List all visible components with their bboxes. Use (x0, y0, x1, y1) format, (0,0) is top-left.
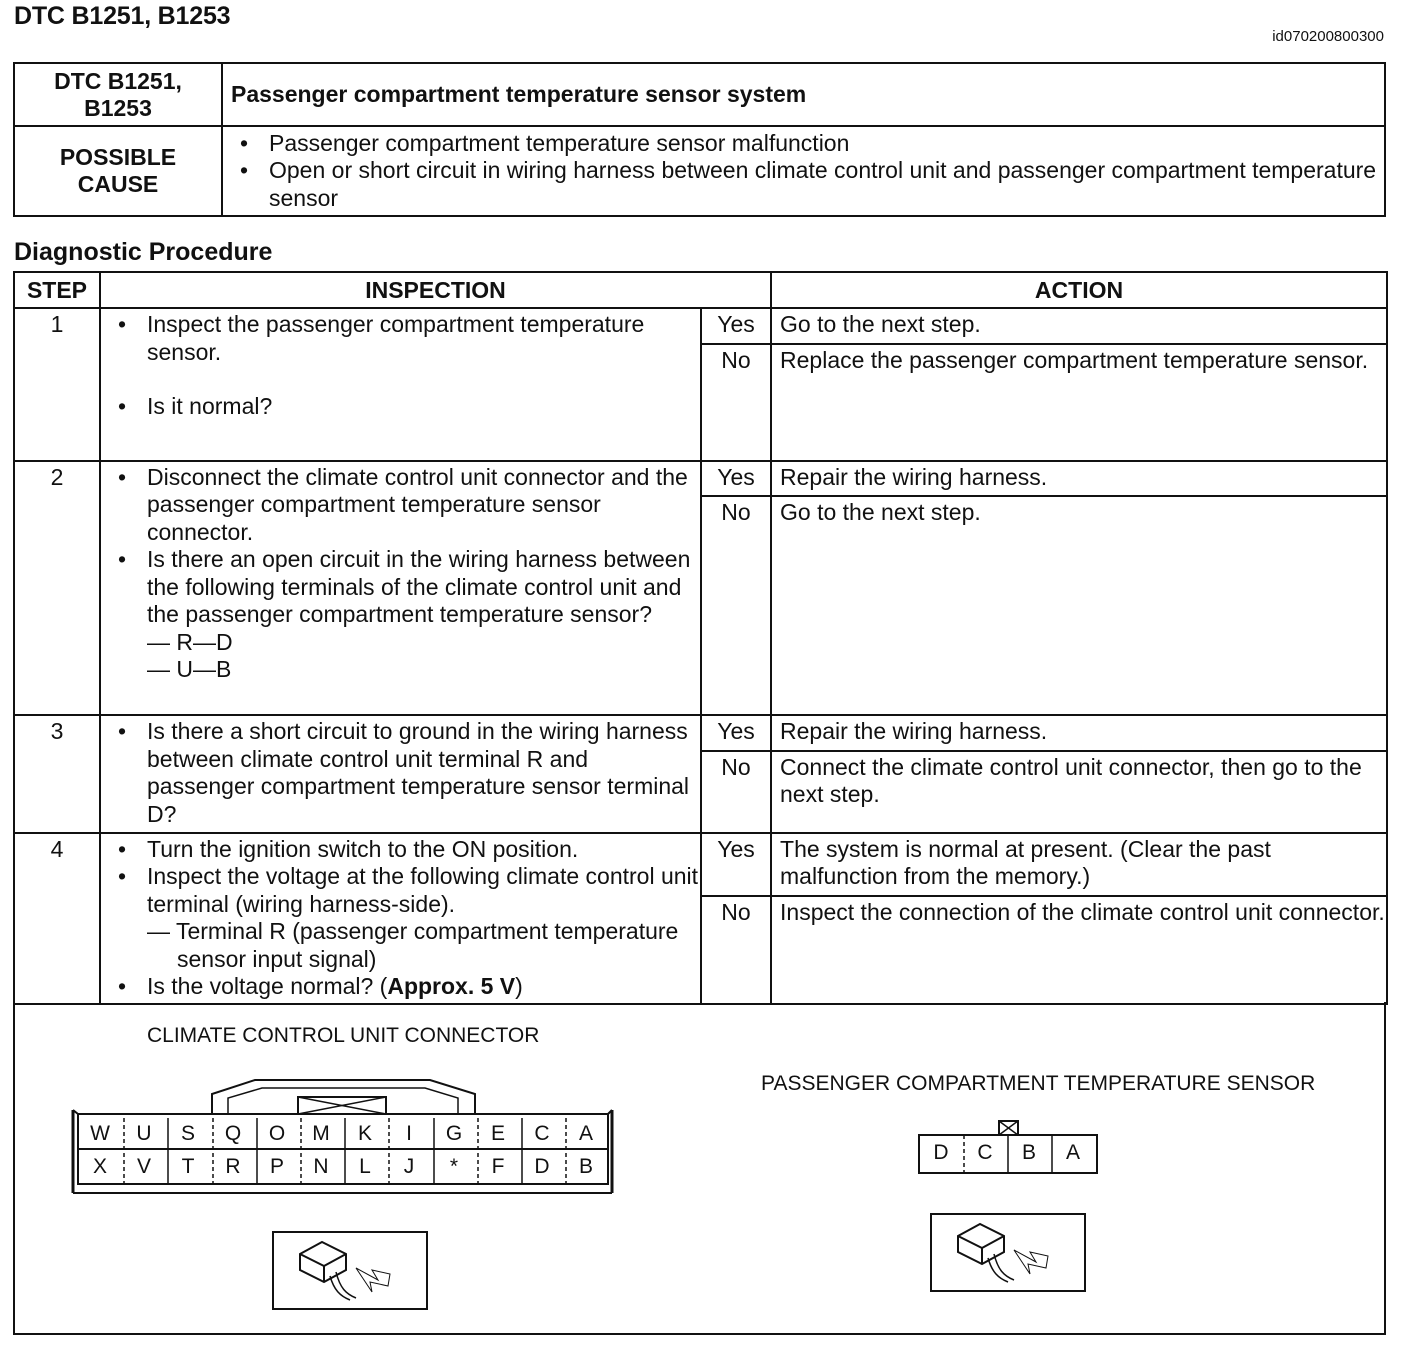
header-action: ACTION (771, 272, 1387, 308)
step-number: 4 (14, 833, 100, 1004)
inspection-item: • Is there a short circuit to ground in the wiring harness between climate control unit terminal R and passenger compartment temperature sensor terminal D? (101, 718, 700, 828)
ccu-latch-inner (228, 1088, 458, 1114)
dtc-title: Passenger compartment temperature sensor system (222, 63, 1385, 126)
connector-pin-n: N (313, 1155, 329, 1178)
sensor-pin-a: A (1065, 1141, 1080, 1164)
sensor-pin-d: D (933, 1141, 949, 1164)
document-id: id070200800300 (1272, 28, 1384, 45)
connector-pin-e: E (490, 1122, 505, 1145)
harness-connector-icon (958, 1224, 1048, 1282)
no-action: Go to the next step. (771, 496, 1387, 715)
cause-label-line1: POSSIBLE (59, 144, 177, 170)
connector-pin-x: X (92, 1155, 107, 1178)
connector-pin-c: C (534, 1122, 550, 1145)
connector-pin-i: I (406, 1122, 412, 1145)
inspection-item: • Inspect the passenger compartment temperature sensor. (101, 311, 700, 366)
connector-pin-u: U (136, 1122, 152, 1145)
step-number: 2 (14, 461, 100, 716)
connector-pin-a: A (578, 1122, 593, 1145)
header-step: STEP (14, 272, 100, 308)
inspection-item: • Is it normal? (101, 393, 700, 421)
header-inspection: INSPECTION (100, 272, 771, 308)
dtc-label-line1: DTC B1251, (54, 67, 182, 94)
voltage-question-end: ) (515, 973, 523, 999)
connector-pin-m: M (312, 1122, 330, 1145)
sensor-connector-title: PASSENGER COMPARTMENT TEMPERATURE SENSOR (761, 1072, 1316, 1095)
inspection-item: • Inspect the voltage at the following climate control unit terminal (wiring harness-side). (101, 863, 700, 918)
cause-item: • Open or short circuit in wiring harness between climate control unit and passenger compartment temperature sensor (223, 157, 1384, 212)
page-title: DTC B1251, B1253 (14, 2, 231, 30)
dtc-label-line2: B1253 (84, 94, 152, 121)
voltage-question: Is the voltage normal? ( (147, 973, 388, 999)
terminal-pair: — U—B (147, 656, 232, 682)
harness-side-icon-frame (273, 1232, 427, 1309)
inspection-item: • Disconnect the climate control unit connector and the passenger compartment temperature sensor connector. (101, 464, 700, 547)
connector-pin-p: P (269, 1155, 284, 1178)
sensor-pin-b: B (1021, 1141, 1036, 1164)
terminal-spec: — Terminal R (passenger compartment temperature sensor input signal) (147, 918, 679, 972)
yes-label: Yes (701, 833, 771, 896)
no-action: Replace the passenger compartment temperature sensor. (771, 344, 1387, 461)
no-label: No (701, 751, 771, 833)
connector-pin-l: L (359, 1155, 371, 1178)
connector-pin-g: G (445, 1122, 463, 1145)
connector-pin-r: R (225, 1155, 241, 1178)
yes-label: Yes (701, 308, 771, 344)
inspection-item: • Turn the ignition switch to the ON position. (101, 836, 700, 864)
connector-pin-s: S (180, 1122, 195, 1145)
connector-pin-b: B (578, 1155, 593, 1178)
yes-label: Yes (701, 461, 771, 497)
harness-side-icon-frame (931, 1214, 1085, 1291)
connector-pin-f: F (491, 1155, 505, 1178)
connector-pin-d: D (534, 1155, 550, 1178)
no-label: No (701, 496, 771, 715)
step-number: 1 (14, 308, 100, 461)
harness-connector-icon (300, 1242, 390, 1300)
step-number: 3 (14, 715, 100, 833)
section-title: Diagnostic Procedure (14, 238, 273, 266)
yes-action: The system is normal at present. (Clear the past malfunction from the memory.) (771, 833, 1387, 896)
terminal-pair: — R—D (147, 628, 233, 655)
no-action: Connect the climate control unit connector, then go to the next step. (771, 751, 1387, 833)
connector-pin-j: J (403, 1155, 415, 1178)
no-label: No (701, 896, 771, 1004)
yes-action: Repair the wiring harness. (771, 461, 1387, 497)
connector-pin-q: Q (224, 1122, 242, 1145)
cause-label-line2: CAUSE (77, 171, 159, 197)
sensor-pin-c: C (977, 1141, 993, 1164)
no-label: No (701, 344, 771, 461)
cause-item: • Passenger compartment temperature sensor malfunction (223, 130, 1384, 158)
connector-pin-unused: * (449, 1155, 459, 1178)
connector-pin-v: V (136, 1155, 151, 1178)
connector-pin-w: W (90, 1122, 110, 1145)
inspection-item: • Is there an open circuit in the wiring harness between the following terminals of the climate control unit and the passenger compartment temperature sensor? (101, 546, 700, 629)
yes-action: Go to the next step. (771, 308, 1387, 344)
voltage-spec: Approx. 5 V (387, 973, 516, 999)
connector-pin-k: K (357, 1122, 372, 1145)
connector-pin-t: T (181, 1155, 195, 1178)
ccu-connector-title: CLIMATE CONTROL UNIT CONNECTOR (147, 1024, 540, 1047)
no-action: Inspect the connection of the climate control unit connector. (771, 896, 1387, 1004)
yes-label: Yes (701, 715, 771, 751)
connector-pin-o: O (268, 1122, 286, 1145)
yes-action: Repair the wiring harness. (771, 715, 1387, 751)
